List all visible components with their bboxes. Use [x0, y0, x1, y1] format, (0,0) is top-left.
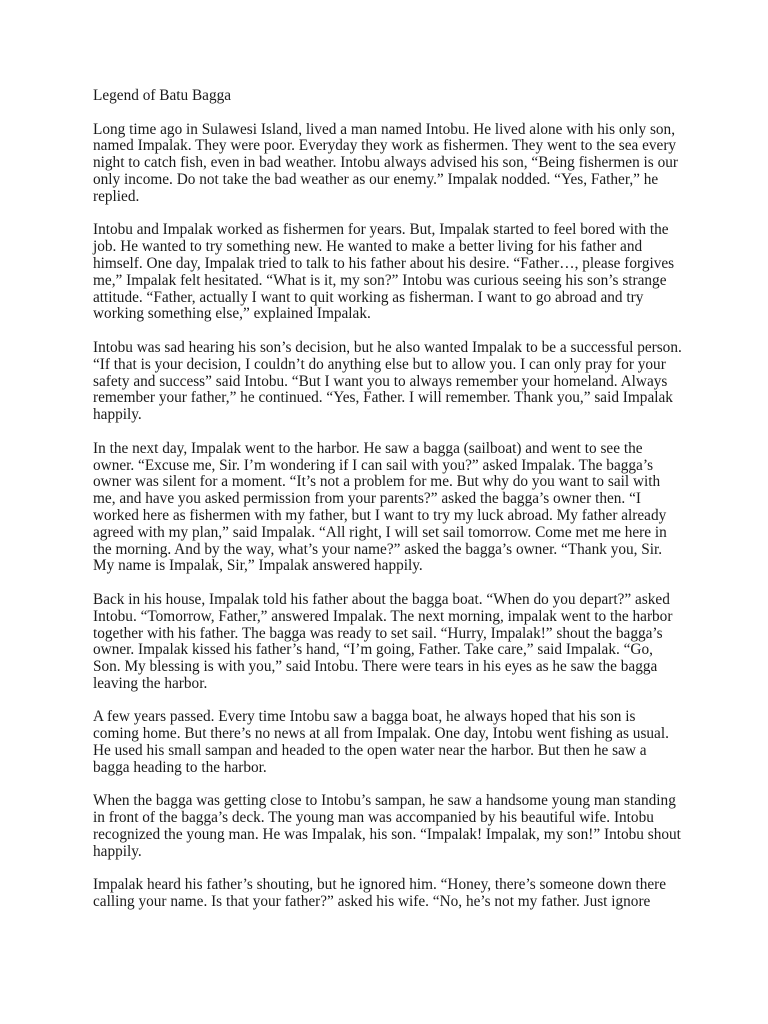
- document-title: Legend of Batu Bagga: [93, 87, 232, 104]
- paragraph-5: Back in his house, Impalak told his father about the bagga boat. “When do you depart?” asked Intobu. “Tomorrow, Father,” answered Impalak. The next morning, impalak went to the harbor together with his father. The bagga was ready to set sail. “Hurry, Impalak!” shout the bagga’s owner. Impalak kissed his father’s hand, “I’m going, Father. Take care,” said Impalak. “Go, Son. My blessing is with you,” said Intobu. There were tears in his eyes as he saw the bagga leaving the harbor.: [93, 590, 673, 692]
- paragraph-7: When the bagga was getting close to Intobu’s sampan, he saw a handsome young man standing in front of the bagga’s deck. The young man was accompanied by his beautiful wife. Intobu recognized the young man. He was Impalak, his son. “Impalak! Impalak, my son!” Intobu shout happily.: [93, 792, 681, 860]
- paragraph-4: In the next day, Impalak went to the harbor. He saw a bagga (sailboat) and went to see the owner. “Excuse me, Sir. I’m wondering if I can sail with you?” asked Impalak. The bagga’s owner was silent for a moment. “It’s not a problem for me. But why do you want to sail with me, and have you asked permission from your parents?” asked the bagga’s owner then. “I worked here as fishermen with my father, but I want to try my luck abroad. My father already agreed with my plan,” said Impalak. “All right, I will set sail tomorrow. Come met me here in the morning. And by the way, what’s your name?” asked the bagga’s owner. “Thank you, Sir. My name is Impalak, Sir,” Impalak answered happily.: [93, 439, 667, 575]
- paragraph-3: Intobu was sad hearing his son’s decision, but he also wanted Impalak to be a successful person. “If that is your decision, I couldn’t do anything else but to allow you. I can only pray for your safety and success” said Intobu. “But I want you to always remember your homeland. Always remember your father,” he continued. “Yes, Father. I will remember. Thank you,” said Impalak happily.: [93, 338, 682, 424]
- paragraph-1: Long time ago in Sulawesi Island, lived a man named Intobu. He lived alone with his only son, named Impalak. They were poor. Everyday they work as fishermen. They went to the sea every night to catch fish, even in bad weather. Intobu always advised his son, “Being fishermen is our only income. Do not take the bad weather as our enemy.” Impalak nodded. “Yes, Father,” he replied.: [93, 120, 678, 205]
- paragraph-6: A few years passed. Every time Intobu saw a bagga boat, he always hoped that his son is coming home. But there’s no news at all from Impalak. One day, Intobu went fishing as usual. He used his small sampan and headed to the open water near the harbor. But then he saw a bagga heading to the harbor.: [93, 708, 669, 776]
- document-page: [93, 88, 683, 928]
- paragraph-2: Intobu and Impalak worked as fishermen for years. But, Impalak started to feel bored with the job. He wanted to try something new. He wanted to make a better living for his father and himself. One day, Impalak tried to talk to his father about his desire. “Father…, please forgives me,” Impalak felt hesitated. “What is it, my son?” Intobu was curious seeing his son’s strange attitude. “Father, actually I want to quit working as fisherman. I want to go abroad and try working something else,” explained Impalak.: [93, 221, 675, 323]
- paragraph-8: Impalak heard his father’s shouting, but he ignored him. “Honey, there’s someone down there calling your name. Is that your father?” asked his wife. “No, he’s not my father. Just ignore: [93, 876, 667, 911]
